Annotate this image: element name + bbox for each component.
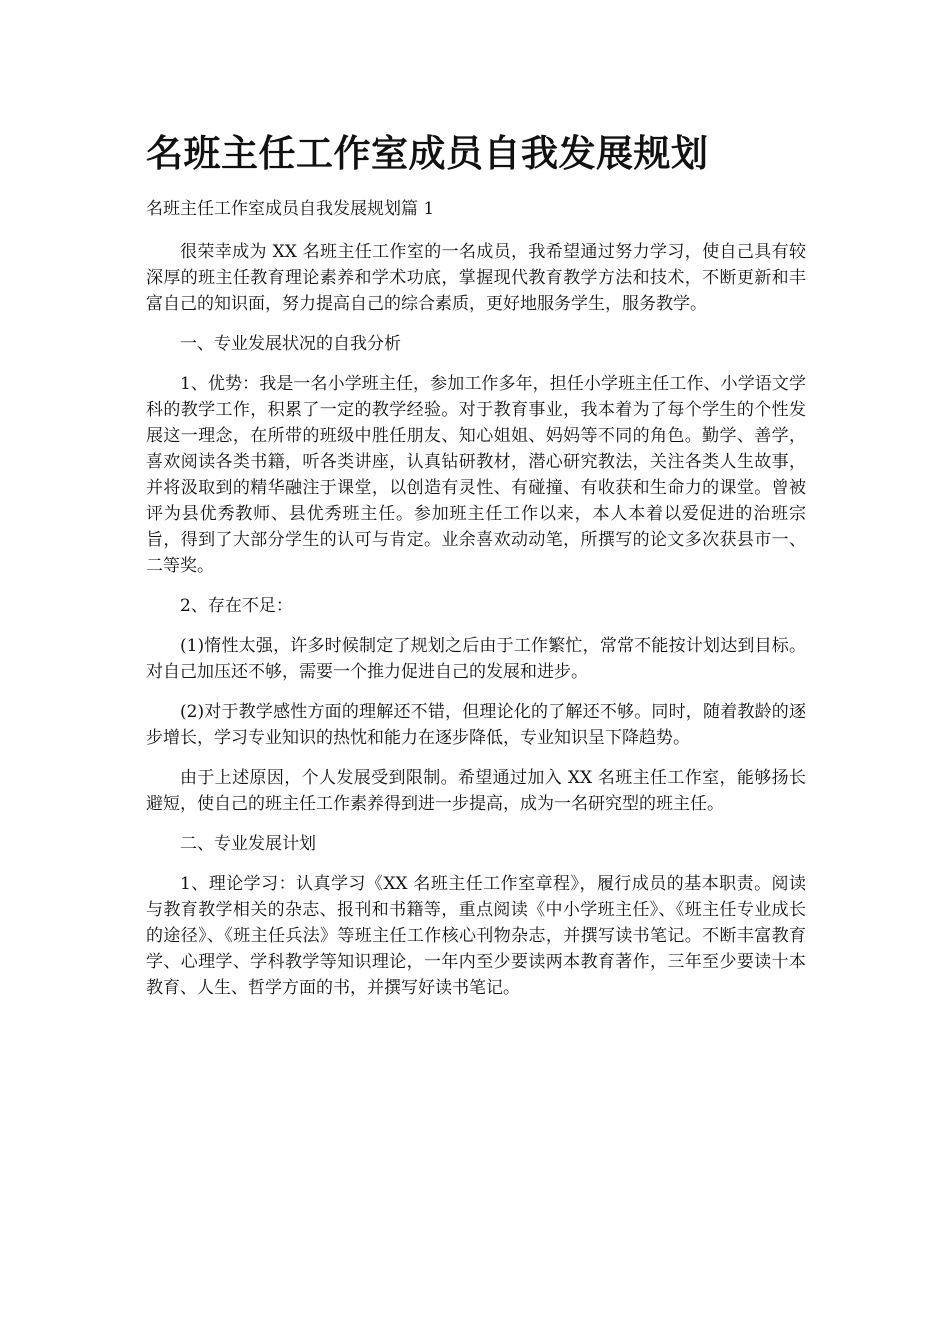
document-subtitle: 名班主任工作室成员自我发展规划篇 1 (146, 199, 435, 219)
paragraph-shortcomings-heading: 2、存在不足： (180, 596, 293, 616)
paragraph-intro: 很荣幸成为 XX 名班主任工作室的一名成员，我希望通过努力学习，使自己具有较深厚的班主任教育理论素养和学术功底，掌握现代教育教学方法和技术，不断更新和丰富自己的知识面，努力提高自己的综合素质，更好地服务学生，服务教学。 (146, 242, 806, 314)
paragraph-reason: 由于上述原因，个人发展受到限制。希望通过加入 XX 名班主任工作室，能够扬长避短，使自己的班主任工作素养得到进一步提高，成为一名研究型的班主任。 (146, 768, 806, 814)
document-title: 名班主任工作室成员自我发展规划 (146, 131, 709, 175)
paragraph-strengths: 1、优势：我是一名小学班主任，参加工作多年，担任小学班主任工作、小学语文学科的教学工作，积累了一定的教学经验。对于教育事业，我本着为了每个学生的个性发展这一理念，在所带的班级中胜任朋友、知心姐姐、妈妈等不同的角色。勤学、善学，喜欢阅读各类书籍，听各类讲座，认真钻研教材，潜心研究教法，关注各类人生故事，并将汲取到的精华融注于课堂，以创造有灵性、有碰撞、有收获和生命力的课堂。曾被评为县优秀教师、县优秀班主任。参加班主任工作以来，本人本着以爱促进的治班宗旨，得到了大部分学生的认可与肯定。业余喜欢动动笔，所撰写的论文多次获县市一、二等奖。 (146, 374, 806, 576)
section-heading-development-plan: 二、专业发展计划 (180, 834, 316, 854)
paragraph-theory-study: 1、理论学习：认真学习《XX 名班主任工作室章程》，履行成员的基本职责。阅读与教育教学相关的杂志、报刊和书籍等，重点阅读《中小学班主任》、《班主任专业成长的途径》、《班主任兵法》等班主任工作核心刊物杂志，并撰写读书笔记。不断丰富教育学、心理学、学科教学等知识理论，一年内至少要读两本教育著作，三年至少要读十本教育、人生、哲学方面的书，并撰写好读书笔记。 (146, 874, 806, 998)
paragraph-shortcoming-2: (2)对于教学感性方面的理解还不错，但理论化的了解还不够。同时，随着教龄的逐步增长，学习专业知识的热忱和能力在逐步降低，专业知识呈下降趋势。 (146, 702, 806, 748)
document-page (146, 0, 806, 1001)
section-heading-self-analysis: 一、专业发展状况的自我分析 (180, 334, 401, 354)
paragraph-shortcoming-1: (1)惰性太强，许多时候制定了规划之后由于工作繁忙，常常不能按计划达到目标。对自己加压还不够，需要一个推力促进自己的发展和进步。 (146, 636, 806, 682)
